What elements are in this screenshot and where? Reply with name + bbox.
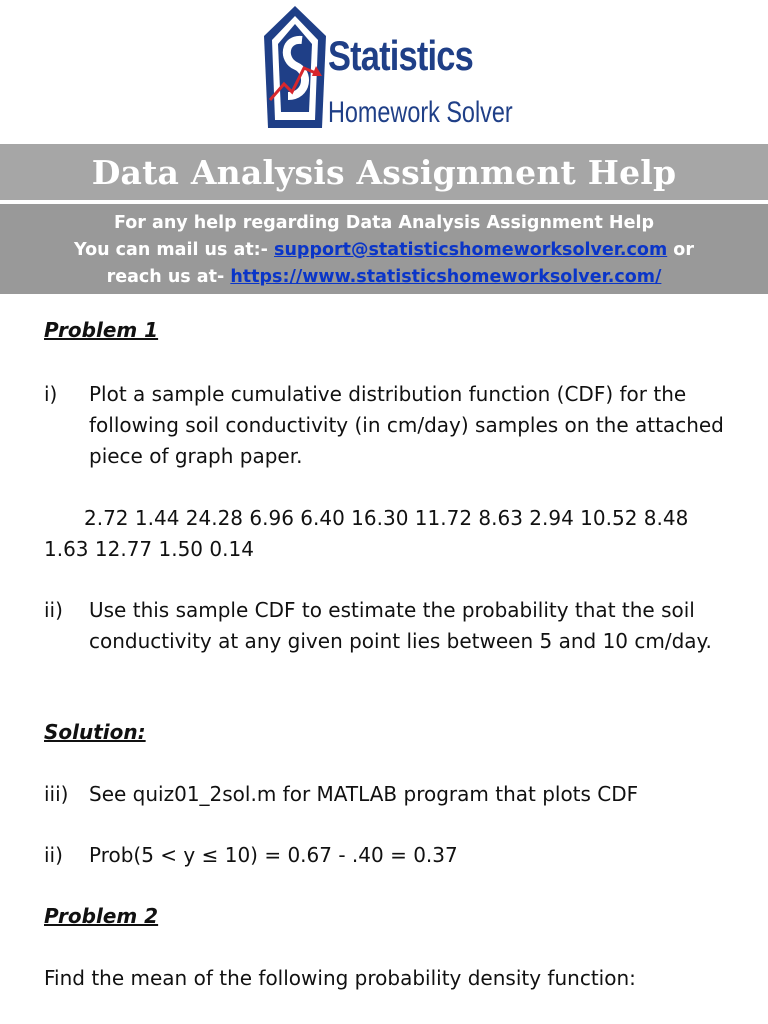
banner-title: Data Analysis Assignment Help	[91, 152, 677, 192]
item-number: i)	[44, 382, 58, 406]
contact-mail-prefix: You can mail us at:-	[74, 240, 275, 260]
contact-line-2	[0, 237, 768, 264]
logo-subtitle: Homework Solver	[328, 96, 513, 129]
logo-emblem-icon	[262, 4, 328, 134]
problem-2-text: Find the mean of the following probability density function:	[44, 966, 636, 990]
brand-logo	[262, 4, 513, 136]
item-text: Plot a sample cumulative distribution function (CDF) for the following soil conductivity (in cm/day) samples on the attached piece of graph paper.	[89, 382, 724, 468]
item-text: See quiz01_2sol.m for MATLAB program that plots CDF	[89, 782, 639, 806]
sample-data-line-2: 1.63 12.77 1.50 0.14	[44, 537, 254, 561]
item-text: Use this sample CDF to estimate the probability that the soil conductivity at any given point lies between 5 and 10 cm/day.	[89, 598, 712, 653]
contact-banner	[0, 204, 768, 294]
problem-1-heading: Problem 1	[44, 318, 159, 342]
title-banner	[0, 144, 768, 200]
item-number: iii)	[44, 782, 69, 806]
solution-heading: Solution:	[44, 720, 146, 744]
website-link[interactable]: https://www.statisticshomeworksolver.com/	[230, 267, 662, 287]
contact-web-prefix: reach us at-	[106, 267, 231, 287]
email-link[interactable]: support@statisticshomeworksolver.com	[274, 240, 668, 260]
item-number: ii)	[44, 598, 63, 622]
contact-mail-suffix: or	[667, 240, 694, 260]
logo-title: Statistics	[328, 32, 473, 79]
contact-line-1: For any help regarding Data Analysis Assignment Help	[114, 213, 654, 233]
item-number: ii)	[44, 843, 63, 867]
contact-line-3	[0, 264, 768, 291]
item-text: Prob(5 < y ≤ 10) = 0.67 - .40 = 0.37	[89, 843, 458, 867]
sample-data-line-1: 2.72 1.44 24.28 6.96 6.40 16.30 11.72 8.63 2.94 10.52 8.48	[84, 506, 689, 530]
problem-2-heading: Problem 2	[44, 904, 159, 928]
